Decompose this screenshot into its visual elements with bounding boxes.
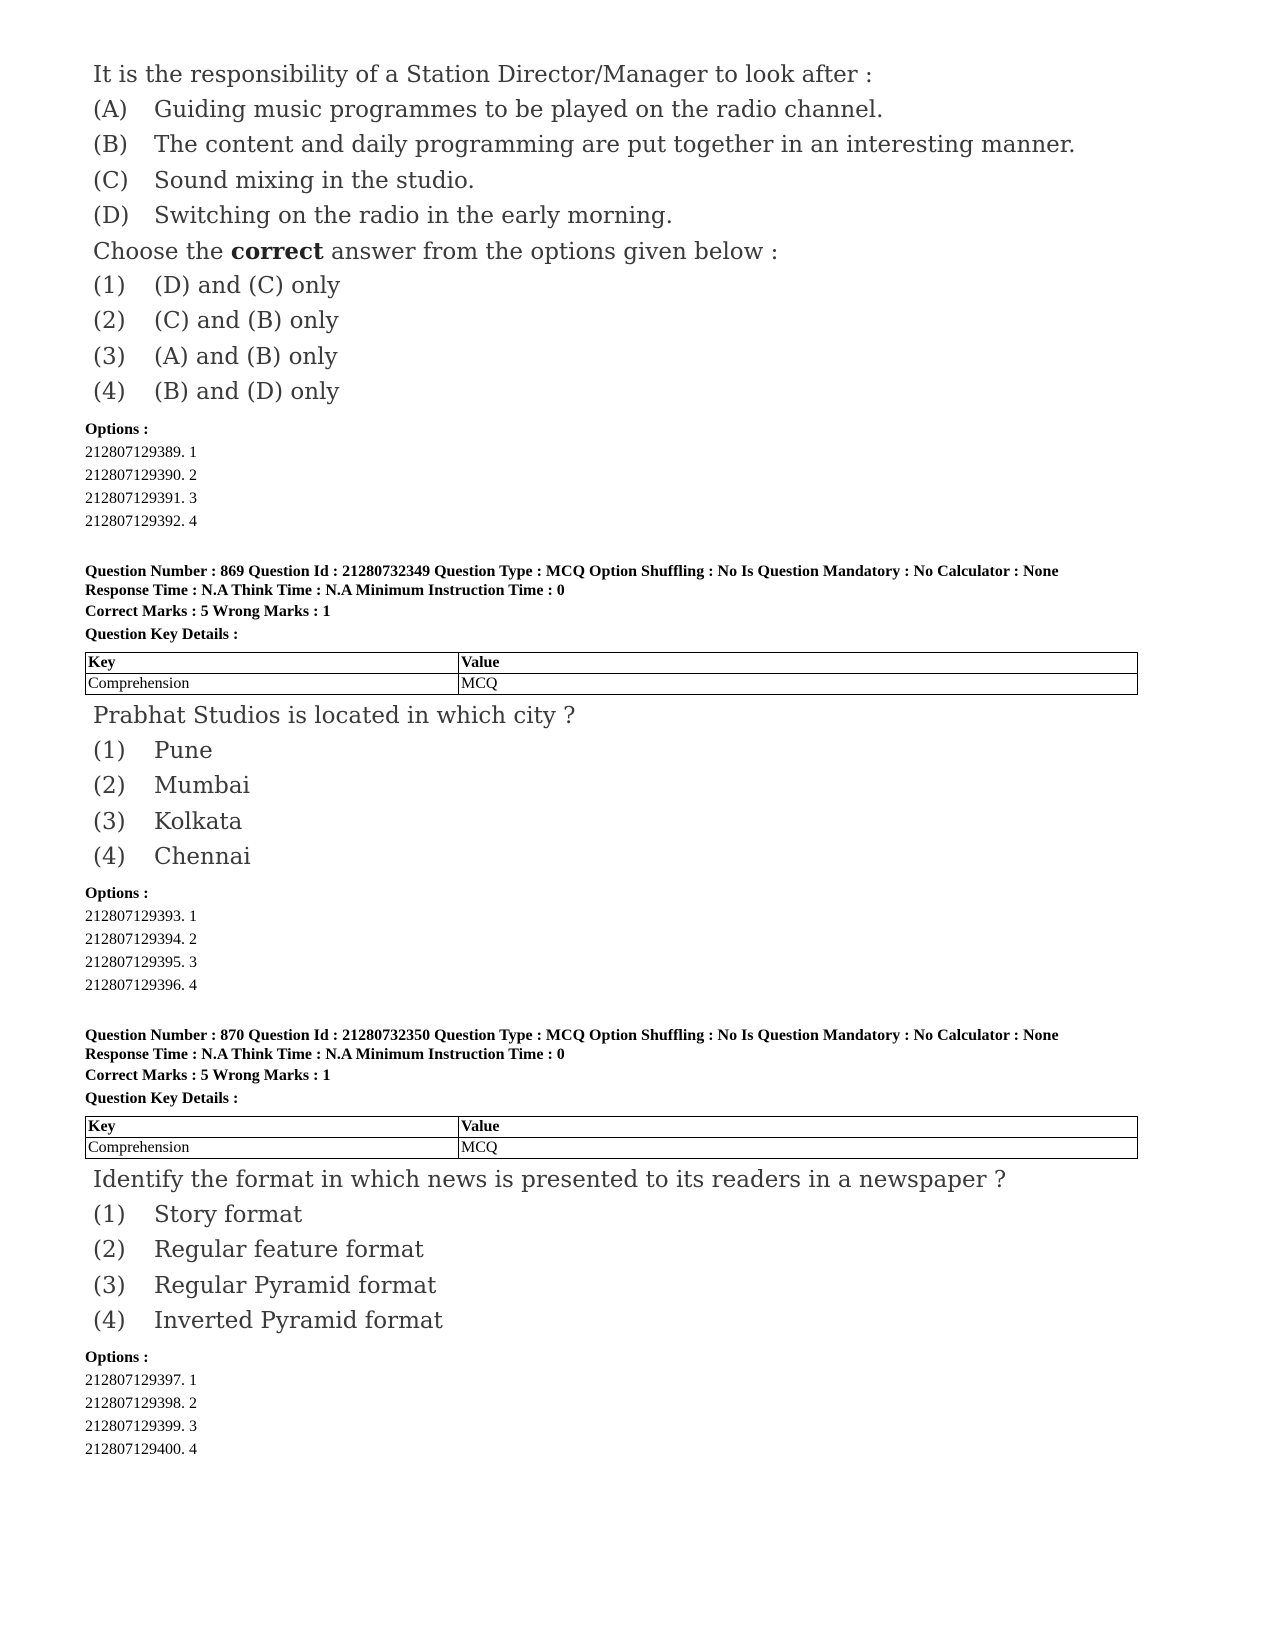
option-id: 212807129395. 3 [85, 954, 197, 971]
option-id: 212807129393. 1 [85, 908, 197, 925]
choice-label: (1) [93, 273, 126, 300]
options-list-869 [85, 882, 197, 997]
choice-label: (4) [93, 843, 126, 870]
options-list-870 [85, 1346, 197, 1461]
value-cell: MCQ [459, 674, 1138, 695]
key-cell: Comprehension [86, 674, 459, 695]
option-id: 212807129394. 2 [85, 931, 197, 948]
statement-c [93, 164, 1033, 199]
question-key-details: Question Key Details : [85, 1090, 239, 1107]
statement-a [93, 93, 1033, 128]
key-header: Key [86, 653, 459, 674]
statement-text: Guiding music programmes to be played on the radio channel. [154, 97, 884, 123]
question-stem: Identify the format in which news is presented to its readers in a newspaper ? [93, 1167, 1007, 1193]
question-870-image [93, 1163, 1033, 1339]
statement-text: Switching on the radio in the early morning. [154, 202, 673, 229]
value-header: Value [459, 653, 1138, 674]
option-id: 212807129391. 3 [85, 490, 197, 507]
question-marks: Correct Marks : 5 Wrong Marks : 1 [85, 1067, 331, 1084]
question-869-header [85, 562, 1059, 646]
options-list-868 [85, 418, 197, 533]
choice-4 [93, 840, 1033, 875]
choice-label: (2) [93, 308, 126, 335]
choice-text: (D) and (C) only [154, 273, 341, 300]
table-row [86, 1138, 1138, 1159]
question-key-table [85, 1116, 1138, 1159]
choice-3 [93, 805, 1033, 840]
statement-text: Sound mixing in the studio. [154, 167, 475, 194]
choice-3 [93, 340, 1033, 375]
option-id: 212807129398. 2 [85, 1395, 197, 1412]
table-header-row [86, 1117, 1138, 1138]
choice-label: (4) [93, 1307, 126, 1334]
choice-text: (C) and (B) only [154, 308, 339, 335]
statement-label: (D) [93, 202, 130, 229]
choice-label: (3) [93, 1272, 126, 1299]
statement-label: (C) [93, 167, 129, 194]
table-header-row [86, 653, 1138, 674]
choice-label: (2) [93, 1237, 126, 1264]
question-header-line1: Question Number : 869 Question Id : 21280732349 Question Type : MCQ Option Shuffling : No Is Question Mandatory : No Calculator : None [85, 563, 1059, 580]
choose-post: answer from the options given below : [323, 239, 779, 266]
choice-1 [93, 269, 1033, 304]
choice-label: (2) [93, 773, 126, 800]
choice-3 [93, 1269, 1033, 1304]
choose-pre: Choose the [93, 239, 231, 266]
choice-1 [93, 1198, 1033, 1233]
choice-2 [93, 769, 1033, 804]
choice-1 [93, 734, 1033, 769]
question-header-line2: Response Time : N.A Think Time : N.A Minimum Instruction Time : 0 [85, 582, 565, 599]
question-stem: It is the responsibility of a Station Director/Manager to look after : [93, 62, 873, 88]
question-key-table [85, 652, 1138, 695]
choice-text: Regular Pyramid format [154, 1272, 437, 1299]
value-cell: MCQ [459, 1138, 1138, 1159]
value-header: Value [459, 1117, 1138, 1138]
choice-text: Chennai [154, 843, 251, 870]
question-marks: Correct Marks : 5 Wrong Marks : 1 [85, 603, 331, 620]
option-id: 212807129396. 4 [85, 977, 197, 994]
statement-text: The content and daily programming are put together in an interesting manner. [154, 132, 1076, 159]
choice-label: (4) [93, 379, 126, 406]
option-id: 212807129400. 4 [85, 1441, 197, 1458]
choice-label: (3) [93, 808, 126, 835]
choice-text: Regular feature format [154, 1237, 424, 1264]
choice-4 [93, 1304, 1033, 1339]
option-id: 212807129392. 4 [85, 513, 197, 530]
options-heading: Options : [85, 1349, 149, 1366]
question-stem: Prabhat Studios is located in which city ? [93, 703, 576, 729]
options-heading: Options : [85, 885, 149, 902]
choose-instruction [93, 234, 1033, 269]
choice-label: (1) [93, 1202, 126, 1228]
statement-d [93, 199, 1033, 234]
choice-2 [93, 304, 1033, 339]
question-868-image [93, 58, 1076, 410]
table-row [86, 674, 1138, 695]
choice-text: Story format [154, 1202, 303, 1228]
question-header-line1: Question Number : 870 Question Id : 21280732350 Question Type : MCQ Option Shuffling : No Is Question Mandatory : No Calculator : None [85, 1027, 1059, 1044]
choice-text: (A) and (B) only [154, 343, 338, 370]
options-heading: Options : [85, 421, 149, 438]
question-870-header [85, 1026, 1059, 1110]
choice-text: Kolkata [154, 808, 243, 835]
choice-label: (3) [93, 343, 126, 370]
question-869-image [93, 699, 1033, 875]
option-id: 212807129390. 2 [85, 467, 197, 484]
question-header-line2: Response Time : N.A Think Time : N.A Minimum Instruction Time : 0 [85, 1046, 565, 1063]
option-id: 212807129389. 1 [85, 444, 197, 461]
key-header: Key [86, 1117, 459, 1138]
choice-text: Mumbai [154, 773, 250, 800]
statement-label: (B) [93, 132, 128, 159]
choice-4 [93, 375, 1033, 410]
choose-bold: correct [230, 238, 324, 266]
choice-text: Pune [154, 738, 213, 764]
choice-text: Inverted Pyramid format [154, 1307, 443, 1334]
question-key-details: Question Key Details : [85, 626, 239, 643]
choice-label: (1) [93, 738, 126, 764]
option-id: 212807129397. 1 [85, 1372, 197, 1389]
key-cell: Comprehension [86, 1138, 459, 1159]
statement-b [93, 128, 1076, 163]
option-id: 212807129399. 3 [85, 1418, 197, 1435]
choice-text: (B) and (D) only [154, 379, 340, 406]
choice-2 [93, 1233, 1033, 1268]
statement-label: (A) [93, 97, 128, 123]
